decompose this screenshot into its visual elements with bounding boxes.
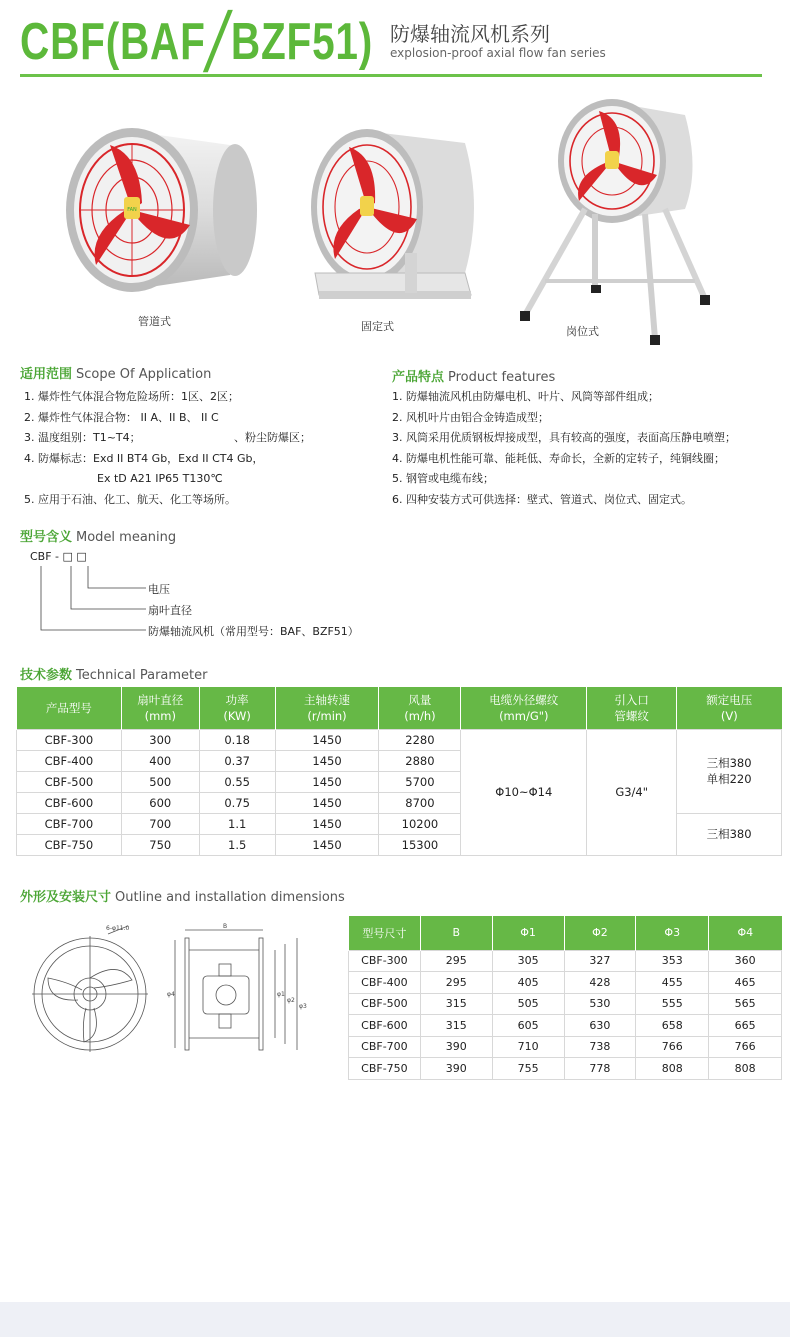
cell: 305 — [492, 950, 564, 972]
cell-airflow: 5700 — [379, 771, 461, 792]
cell: 766 — [709, 1036, 782, 1058]
cell-model: CBF-400 — [17, 750, 122, 771]
dim-phi3-label: φ3 — [299, 1003, 307, 1010]
tech-header-speed: 主轴转速 (r/min) — [275, 687, 379, 729]
cell-diameter: 750 — [121, 834, 199, 855]
cell: 455 — [636, 972, 709, 994]
cell-airflow: 2880 — [379, 750, 461, 771]
dim-phi4-label: φ4 — [167, 991, 175, 998]
feature-item: 3. 风筒采用优质钢板焊接成型，具有较高的强度，表面高压静电喷塑； — [392, 431, 736, 444]
model-heading — [20, 526, 176, 545]
feature-item: 2. 风机叶片由铝合金铸造成型； — [392, 410, 549, 424]
cell: 390 — [420, 1058, 492, 1080]
tech-header-airflow: 风量 (m/h) — [379, 687, 461, 729]
cell: CBF-750 — [349, 1058, 421, 1080]
header-divider — [20, 74, 762, 77]
duct-fan-image — [60, 115, 270, 305]
cell-power: 0.18 — [199, 729, 275, 750]
cell: 405 — [492, 972, 564, 994]
dim-header-b: B — [420, 916, 492, 950]
cell: CBF-400 — [349, 972, 421, 994]
cell-diameter: 500 — [121, 771, 199, 792]
cell-speed: 1450 — [275, 750, 379, 771]
cell-diameter: 600 — [121, 792, 199, 813]
cell-speed: 1450 — [275, 792, 379, 813]
scope-item: Ex tD A21 IP65 T130℃ — [97, 472, 223, 485]
dim-phi2-label: φ2 — [287, 997, 295, 1004]
tech-title-en: Technical Parameter — [76, 668, 208, 683]
scope-heading — [20, 363, 211, 382]
cell: CBF-500 — [349, 993, 421, 1015]
cell: 565 — [709, 993, 782, 1015]
cell-voltage-b: 三相380 — [677, 813, 782, 855]
dim-phi1-label: φ1 — [277, 991, 285, 998]
outline-title-en: Outline and installation dimensions — [115, 890, 345, 905]
front-view-drawing — [28, 920, 158, 1055]
cell: 327 — [564, 950, 636, 972]
cell: 505 — [492, 993, 564, 1015]
cell: 315 — [420, 1015, 492, 1037]
cell: 295 — [420, 950, 492, 972]
cell: 390 — [420, 1036, 492, 1058]
cell-airflow: 15300 — [379, 834, 461, 855]
cell: 353 — [636, 950, 709, 972]
cell-diameter: 400 — [121, 750, 199, 771]
cell: 665 — [709, 1015, 782, 1037]
fixed-fan-image — [305, 123, 485, 303]
scope-item: 2. 爆炸性气体混合物： II A、II B、 II C — [24, 410, 219, 424]
cell-speed: 1450 — [275, 813, 379, 834]
dim-b-label: B — [223, 923, 228, 930]
cell-airflow: 2280 — [379, 729, 461, 750]
cell: 630 — [564, 1015, 636, 1037]
page-header — [20, 10, 765, 78]
model-title-en: Model meaning — [76, 530, 177, 545]
dim-header-phi1: Φ1 — [492, 916, 564, 950]
features-heading — [392, 366, 555, 385]
cell: CBF-300 — [349, 950, 421, 972]
model-code: CBF - □ □ — [30, 550, 87, 563]
table-row — [349, 1036, 782, 1058]
model-label-diameter: 扇叶直径 — [148, 604, 192, 617]
cell-model: CBF-500 — [17, 771, 122, 792]
dim-header-phi2: Φ2 — [564, 916, 636, 950]
outline-title-cn: 外形及安装尺寸 — [20, 890, 112, 905]
cell: 295 — [420, 972, 492, 994]
cell-speed: 1450 — [275, 771, 379, 792]
cell-model: CBF-700 — [17, 813, 122, 834]
model-title-cn: 型号含义 — [20, 530, 73, 545]
cell: 808 — [709, 1058, 782, 1080]
series-title-cn: 防爆轴流风机系列 — [390, 22, 550, 46]
model-diagram — [28, 548, 448, 648]
table-row — [349, 993, 782, 1015]
scope-list — [24, 387, 264, 510]
cell-power: 0.75 — [199, 792, 275, 813]
dim-header-row — [349, 916, 782, 950]
scope-item: 1. 爆炸性气体混合物危险场所：1区、2区； — [24, 390, 239, 403]
dim-header-phi3: Φ3 — [636, 916, 709, 950]
post-fan-image — [515, 89, 715, 347]
feature-item: 5. 钢管或电缆布线； — [392, 472, 494, 485]
cell-airflow: 8700 — [379, 792, 461, 813]
brand-title: CBF(BAF╱BZF51) — [20, 13, 374, 71]
cell-power: 0.37 — [199, 750, 275, 771]
feature-item: 1. 防爆轴流风机由防爆电机、叶片、风筒等部件组成； — [392, 390, 659, 403]
cell-model: CBF-300 — [17, 729, 122, 750]
cell: 605 — [492, 1015, 564, 1037]
cell: 428 — [564, 972, 636, 994]
tech-header-power: 功率 (KW) — [199, 687, 275, 729]
series-title-en: explosion-proof axial flow fan series — [390, 46, 606, 60]
footer-band — [0, 1302, 790, 1337]
cell-airflow: 10200 — [379, 813, 461, 834]
cell-thread: G3/4" — [587, 729, 677, 855]
cell: 755 — [492, 1058, 564, 1080]
scope-side-note: 、粉尘防爆区； — [234, 431, 311, 444]
fan-badge-text: FAN — [127, 207, 137, 213]
caption-post: 岗位式 — [566, 325, 599, 338]
scope-title-cn: 适用范围 — [20, 367, 73, 382]
feature-item: 6. 四种安装方式可供选择：壁式、管道式、岗位式、固定式。 — [392, 492, 692, 506]
caption-fixed: 固定式 — [361, 320, 394, 333]
cell-model: CBF-600 — [17, 792, 122, 813]
caption-duct: 管道式 — [138, 315, 171, 328]
tech-header-model: 产品型号 — [17, 687, 122, 729]
hole-label: 6-φ11.0 — [106, 925, 130, 932]
cell: 766 — [636, 1036, 709, 1058]
tech-header-inlet: 引入口 管螺纹 — [587, 687, 677, 729]
cell: 738 — [564, 1036, 636, 1058]
scope-title-en: Scope Of Application — [76, 367, 212, 382]
tech-header-row — [17, 687, 782, 729]
cell-diameter: 700 — [121, 813, 199, 834]
tech-header-cable: 电缆外径螺纹 (mm/G") — [461, 687, 587, 729]
dimension-table — [348, 916, 782, 1080]
table-row — [349, 972, 782, 994]
table-row — [349, 1015, 782, 1037]
cell: 555 — [636, 993, 709, 1015]
cell: CBF-600 — [349, 1015, 421, 1037]
features-list — [392, 387, 736, 510]
cell-power: 0.55 — [199, 771, 275, 792]
dim-header-model: 型号尺寸 — [349, 916, 421, 950]
table-row — [17, 729, 782, 750]
model-label-voltage: 电压 — [148, 583, 170, 596]
cell-voltage-a: 三相380 单相220 — [677, 729, 782, 813]
cell: 808 — [636, 1058, 709, 1080]
feature-item: 4. 防爆电机性能可靠、能耗低、寿命长，全新的定转子，纯铜线圈； — [392, 451, 725, 465]
cell: CBF-700 — [349, 1036, 421, 1058]
cell-power: 1.1 — [199, 813, 275, 834]
cell-diameter: 300 — [121, 729, 199, 750]
table-row — [349, 1058, 782, 1080]
scope-item: 3. 温度组别：T1~T4； — [24, 431, 141, 444]
side-view-drawing — [163, 920, 313, 1055]
model-label-type: 防爆轴流风机（常用型号：BAF、BZF51） — [148, 625, 359, 638]
cell-model: CBF-750 — [17, 834, 122, 855]
scope-item: 5. 应用于石油、化工、航天、化工等场所。 — [24, 492, 236, 506]
tech-header-voltage: 额定电压 (V) — [677, 687, 782, 729]
cell: 658 — [636, 1015, 709, 1037]
table-row — [349, 950, 782, 972]
cell: 530 — [564, 993, 636, 1015]
cell-cable: Φ10~Φ14 — [461, 729, 587, 855]
cell-speed: 1450 — [275, 729, 379, 750]
features-title-cn: 产品特点 — [392, 370, 445, 385]
dim-header-phi4: Φ4 — [709, 916, 782, 950]
cell-speed: 1450 — [275, 834, 379, 855]
tech-heading — [20, 664, 207, 683]
outline-heading — [20, 886, 345, 905]
product-photos — [0, 85, 790, 350]
cell: 465 — [709, 972, 782, 994]
model-leader-lines — [28, 548, 158, 638]
scope-item: 4. 防爆标志：Exd II BT4 Gb，Exd II CT4 Gb， — [24, 451, 264, 465]
tech-header-diameter: 扇叶直径 (mm) — [121, 687, 199, 729]
cell: 778 — [564, 1058, 636, 1080]
tech-table — [16, 687, 782, 856]
features-title-en: Product features — [448, 370, 556, 385]
cell: 710 — [492, 1036, 564, 1058]
cell: 360 — [709, 950, 782, 972]
cell: 315 — [420, 993, 492, 1015]
cell-power: 1.5 — [199, 834, 275, 855]
tech-title-cn: 技术参数 — [20, 668, 73, 683]
